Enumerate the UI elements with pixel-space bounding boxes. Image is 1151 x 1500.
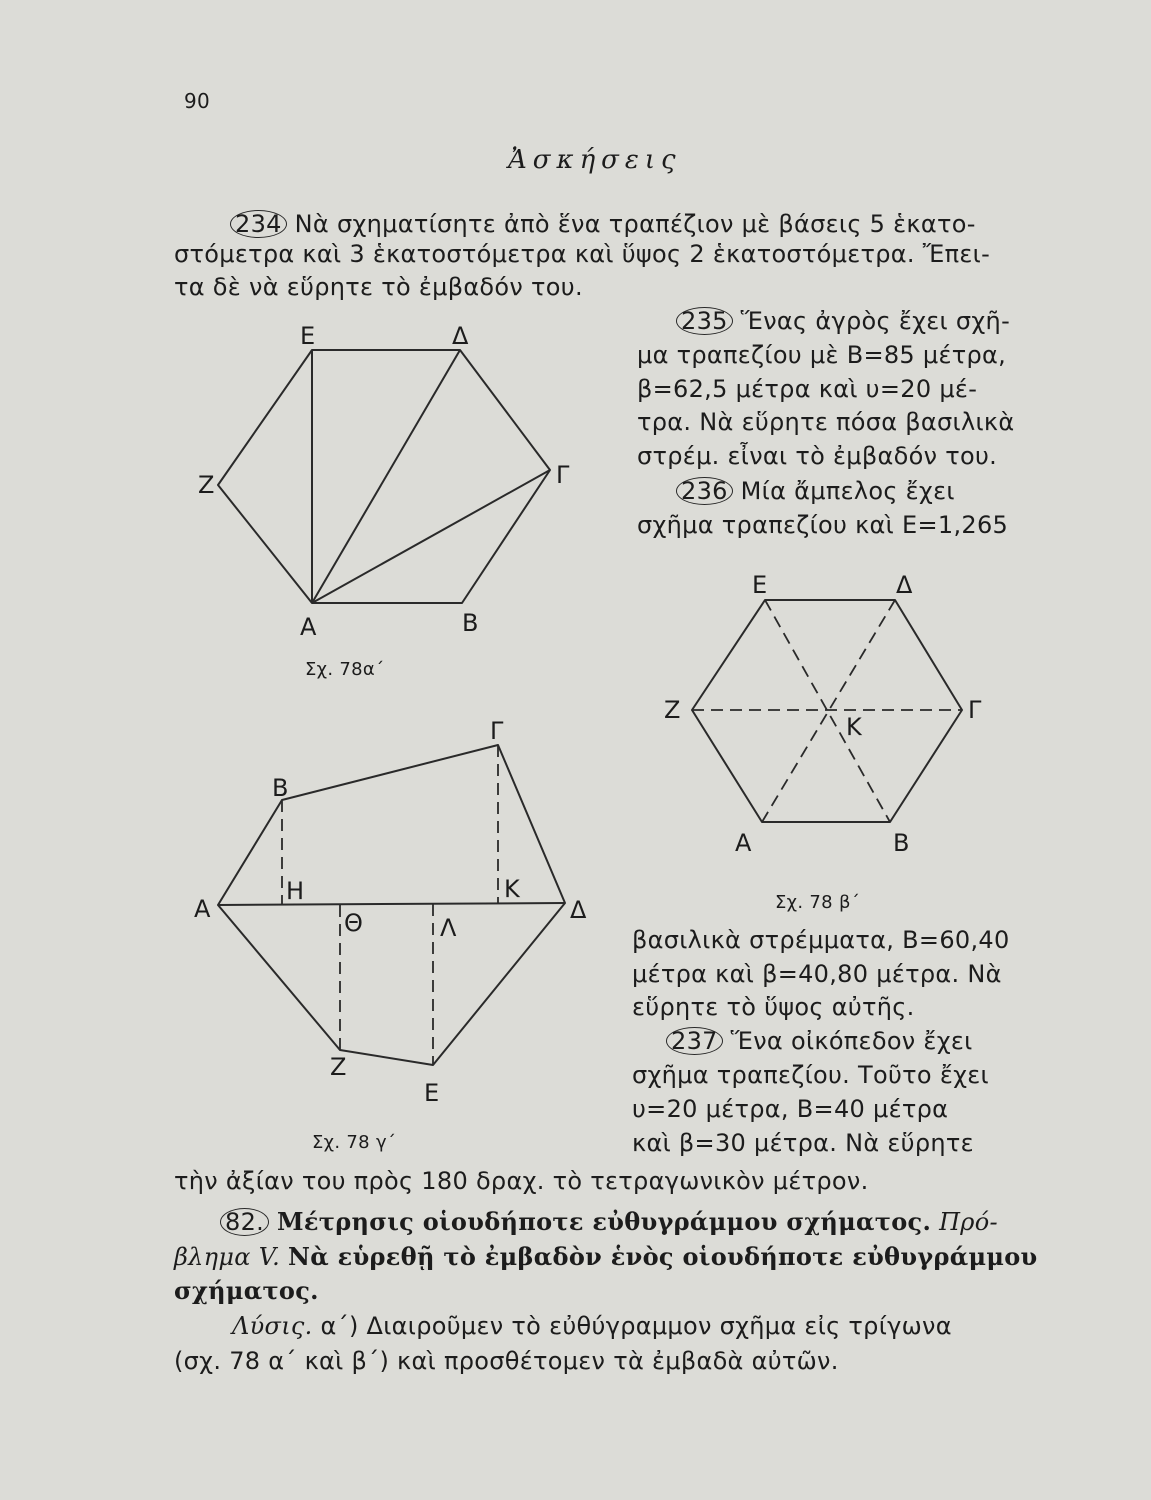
exercise-236-line-4: μέτρα καὶ β=40,80 μέτρα. Νὰ [632,960,1002,988]
exercise-237-line-2: σχῆμα τραπεζίου. Τοῦτο ἔχει [632,1061,989,1089]
fig78c-label-E: Ε [424,1079,440,1107]
fig78b-hexagon [692,600,962,822]
fig78a-label-Z: Ζ [198,471,215,499]
section-82-title: Μέτρησις οἱουδήποτε εὐθυγράμμου σχήματος. [277,1207,932,1236]
fig78b-caption: Σχ. 78 β΄ [775,892,861,913]
fig78b-label-E: Ε [752,571,768,599]
solution-line-1: Λύσις. α΄) Διαιροῦμεν τὸ εὐθύγραμμον σχῆμα εἰς τρίγωνα [232,1312,952,1340]
exercise-number-235: 235 [676,307,733,335]
fig78b-label-D: Δ [896,571,913,599]
fig78c-label-Th: Θ [344,909,363,937]
exercise-237-line-4: καὶ β=30 μέτρα. Νὰ εὕρητε [632,1129,974,1157]
fig78c-label-K: Κ [504,875,520,903]
fig78c-label-H: Η [286,877,305,905]
fig78c-label-G: Γ [490,717,504,745]
exercise-234-line-3: τα δὲ νὰ εὕρητε τὸ ἐμβαδόν του. [174,273,583,301]
exercise-235-line-1: 235 Ἕνας ἀγρὸς ἔχει σχῆ- [676,306,1010,336]
fig78b-label-G: Γ [968,696,982,724]
problem-statement-b: σχήματος. [174,1276,319,1305]
fig78c-label-Z: Ζ [330,1053,347,1081]
exercise-number-237: 237 [666,1027,723,1055]
exercise-236-line-5: εὕρητε τὸ ὕψος αὐτῆς. [632,993,915,1021]
fig78a-diagonal-AD [312,350,460,603]
exercise-237-line-5: τὴν ἀξίαν του πρὸς 180 δραχ. τὸ τετραγωνικὸν μέτρον. [174,1167,869,1195]
exercise-235-line-4: τρα. Νὰ εὕρητε πόσα βασιλικὰ [637,408,1015,436]
fig78b-label-A: Α [735,829,752,857]
problem-label-b: βλημα V. [174,1243,281,1271]
fig78c-caption: Σχ. 78 γ΄ [312,1132,397,1153]
fig78b-diagonal-EB [765,600,890,822]
fig78c-label-A: Α [194,895,211,923]
fig78b-diagonal-DA [762,600,895,822]
problem-statement-a: Νὰ εὑρεθῇ τὸ ἐμβαδὸν ἑνὸς οἱουδήποτε εὐθυγράμμου [288,1242,1038,1271]
solution-label: Λύσις. [232,1312,313,1340]
exercise-234-line-1: 234 Νὰ σχηματίσητε ἀπὸ ἕνα τραπέζιον μὲ βάσεις 5 ἑκατο- [230,209,976,239]
solution-line-2: (σχ. 78 α΄ καὶ β΄) καὶ προσθέτομεν τὰ ἐμβαδὰ αὐτῶν. [174,1347,839,1375]
fig78c-line-AD [218,903,565,905]
exercise-number-236: 236 [676,477,733,505]
fig78a-caption: Σχ. 78α΄ [305,659,385,680]
fig78a-diagonal-AG [312,470,550,603]
section-number-82: 82. [220,1208,269,1236]
page-number: 90 [184,89,211,113]
fig78b-label-Z: Ζ [664,696,681,724]
exercise-number-234: 234 [230,210,287,238]
fig78b-label-B: Β [893,829,910,857]
exercise-235-line-5: στρέμ. εἶναι τὸ ἐμβαδόν του. [637,442,998,470]
section-heading: Ἀσκήσεις [508,145,682,175]
exercise-235-line-2: μα τραπεζίου μὲ Β=85 μέτρα, [637,341,1007,369]
exercise-237-line-3: υ=20 μέτρα, Β=40 μέτρα [632,1095,949,1123]
exercise-235-line-3: β=62,5 μέτρα καὶ υ=20 μέ- [637,375,978,403]
fig78c-label-B: Β [272,774,289,802]
exercise-236-line-3: βασιλικὰ στρέμματα, Β=60,40 [632,926,1010,954]
fig78a-label-A: Α [300,613,317,641]
fig78a-hexagon [218,350,550,603]
fig78a-label-D: Δ [452,322,469,350]
exercise-237-line-1: 237 Ἕνα οἰκόπεδον ἔχει [666,1026,973,1056]
fig78a-label-G: Γ [556,461,570,489]
fig78b-label-K: Κ [846,713,862,741]
fig78c-label-L: Λ [440,914,457,942]
fig78a-label-E: Ε [300,322,316,350]
fig78c-label-D: Δ [570,896,587,924]
problem-label-a: Πρό- [939,1208,998,1236]
exercise-234-line-2: στόμετρα καὶ 3 ἑκατοστόμετρα καὶ ὕψος 2 ἑκατοστόμετρα. Ἔπει- [174,240,991,268]
exercise-236-line-2: σχῆμα τραπεζίου καὶ Ε=1,265 [637,511,1009,539]
fig78a-label-B: Β [462,609,479,637]
exercise-236-line-1: 236 Μία ἄμπελος ἔχει [676,476,955,506]
